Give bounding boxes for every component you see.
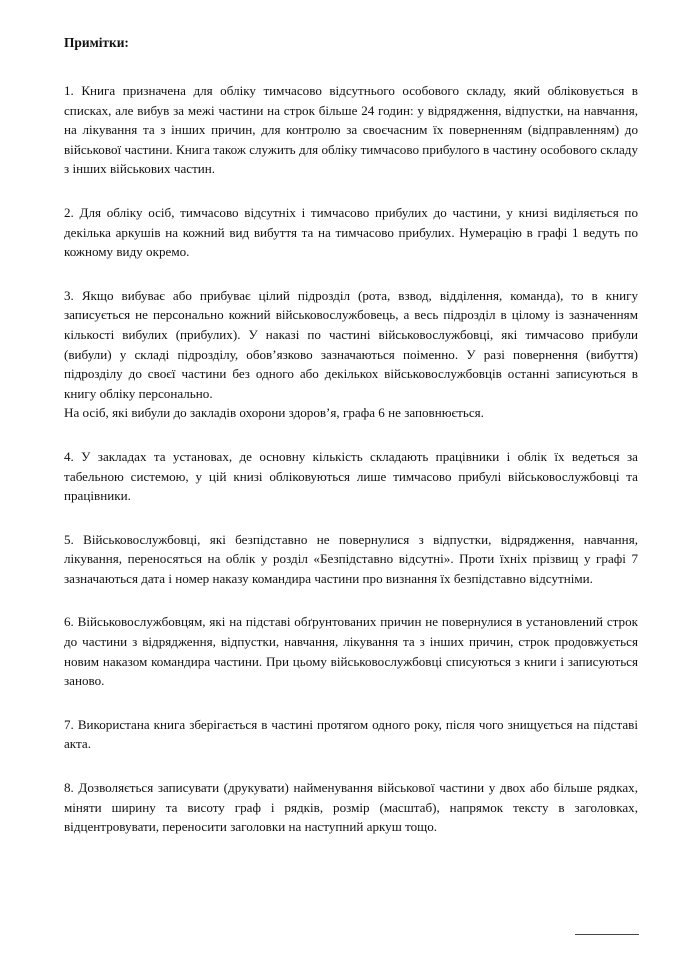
note-2: 2. Для обліку осіб, тимчасово відсутніх і тимчасово прибулих до частини, у книзі виділяється по декілька аркушів на кожний вид вибуття та на тимчасово прибулих. Нумерацію в графі 1 ведуть по кожному виду окремо. — [64, 204, 638, 260]
note-5: 5. Військовослужбовці, які безпідставно не повернулися з відпустки, відрядження, навчання, лікування, переносяться на облік у розділ «Безпідставно відсутні». Проти їхніх прізвищ у графі 7 зазначаються дата і номер наказу командира частини про визнання їх безпідставно відсутніми. — [64, 531, 638, 586]
note-6: 6. Військовослужбовцям, які на підставі обґрунтованих причин не повернулися в установлений строк до частини з відрядження, відпустки, навчання, лікування та з інших причин, строк продовжується новим наказом командира частини. При цьому військовослужбовці списуються з книги і записуються заново. — [64, 614, 638, 689]
note-3 — [64, 286, 638, 423]
notes-title: Примітки: — [64, 35, 129, 50]
note-4: 4. У закладах та установах, де основну кількість складають працівники і облік їх ведеться за табельною системою, у цій книзі обліковуються лише тимчасово прибулі військовослужбовці та працівники. — [64, 448, 638, 504]
note-3-text: 3. Якщо вибуває або прибуває цілий підрозділ (рота, взвод, відділення, команда), то в книгу записується не персонально кожний військовослужбовець, а весь підрозділ в цілому із зазначенням кількості вибулих (прибулих). У наказі по частині військовослужбовці, які тимчасово прибули (вибули) у складі підрозділу, обов’язково зазначаються поіменно. У разі повернення (вибуття) підрозділу до своєї частини без одного або декількох військовослужбовців останні записуються в книгу обліку персонально. — [64, 287, 638, 401]
note-3-extra: На осіб, які вибули до закладів охорони здоров’я, графа 6 не заповнюється. — [64, 405, 484, 421]
note-8: 8. Дозволяється записувати (друкувати) найменування військової частини у двох або більше рядках, міняти ширину та висоту граф і рядків, розмір (масштаб), напрямок тексту в заголовках, відцентровувати, переносити заголовки на наступний аркуш тощо. — [64, 780, 638, 835]
footer-divider — [575, 934, 639, 935]
note-7: 7. Використана книга зберігається в частині протягом одного року, після чого знищується на підставі акта. — [64, 716, 638, 752]
document-page — [64, 34, 638, 861]
note-1: 1. Книга призначена для обліку тимчасово відсутнього особового складу, який обліковується в списках, але вибув за межі частини на строк більше 24 годин: у відрядження, відпустки, на навчання, на лікування та з інших причин, для контролю за своєчасним їх поверненням (відправленням) до військової частини. Книга також служить для обліку тимчасово прибулого в частину особового складу з інших військових частин. — [64, 83, 638, 177]
